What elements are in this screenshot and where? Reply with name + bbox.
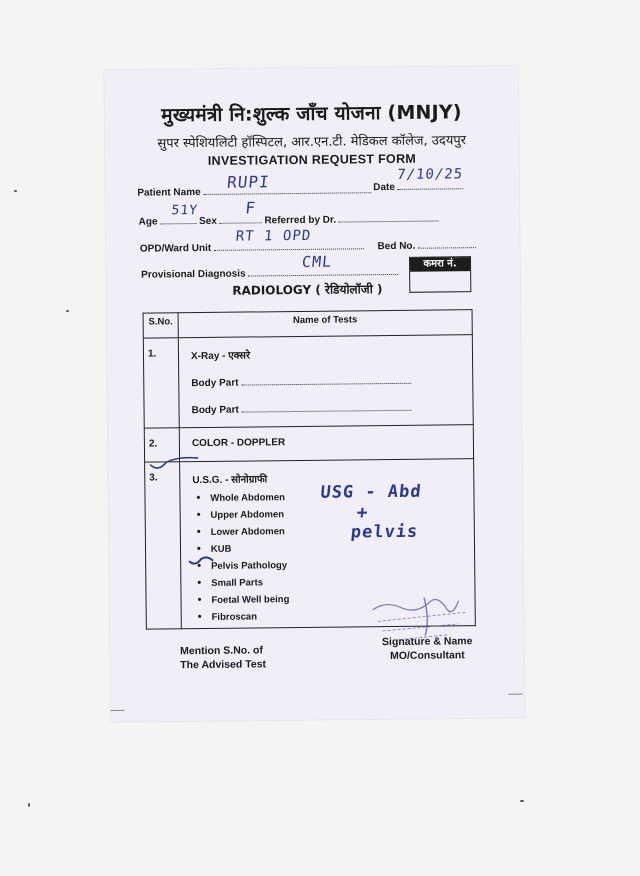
list-item: • Foetal Well being [197, 591, 474, 606]
xray-label: X-Ray - एक्सरे [190, 350, 251, 363]
body-part-label: Body Part [191, 377, 239, 390]
table-header-row [143, 310, 472, 338]
scan-speck [28, 803, 30, 807]
cut-mark [509, 694, 523, 695]
footer-right-line: Signature & Name [381, 635, 473, 649]
room-number-label: कमरा नं. [410, 257, 470, 272]
cut-mark [111, 710, 125, 711]
sno-header: S.No. [143, 313, 178, 338]
section-title: RADIOLOGY ( रेडियोलॉजी ) [232, 282, 383, 298]
sex-value: F [244, 198, 257, 218]
diagnosis-value: CML [301, 252, 333, 271]
list-item: • Pelvis Pathology [197, 557, 474, 572]
table-row [143, 335, 473, 428]
doppler-cell: COLOR - DOPPLER [179, 425, 473, 462]
referred-label: Referred by Dr. [264, 214, 337, 227]
row-sno: 2. [144, 428, 179, 462]
row-sno: 3. [145, 462, 182, 629]
signature-caption [382, 634, 473, 663]
patient-name-label: Patient Name [137, 186, 201, 199]
scan-speck [14, 190, 17, 192]
dotted-line [339, 212, 439, 223]
dotted-line [242, 401, 412, 413]
xray-cell [178, 335, 473, 428]
list-item: • Fibroscan [198, 608, 475, 623]
scan-speck [66, 310, 69, 312]
row-sno: 1. [143, 338, 179, 428]
tick-mark [148, 454, 208, 475]
dotted-line [241, 374, 411, 386]
date-value: 7/10/25 [396, 166, 464, 183]
list-item: • KUB [197, 540, 474, 555]
bed-label: Bed No. [377, 240, 416, 253]
list-item: • Lower Abdomen [197, 523, 474, 538]
handwritten-note: USG - Abd [319, 481, 423, 503]
list-item: • Whole Abdomen [196, 489, 473, 504]
scan-speck [520, 800, 524, 802]
patient-name-value: RUPI [226, 172, 271, 192]
list-item: • Small Parts [197, 574, 474, 589]
age-value: 51Y [170, 203, 199, 219]
hospital-name: सुपर स्पेशियलिटी हॉस्पिटल, आर.एन.टी. मेडिकल कॉलेज, उदयपुर [157, 133, 467, 152]
diagnosis-label: Provisional Diagnosis [141, 268, 246, 281]
dotted-line [418, 238, 476, 249]
diagnosis-field [141, 265, 398, 281]
usg-label: U.S.G. - सोनोग्राफी [192, 474, 268, 487]
handwritten-note: + [355, 502, 370, 524]
list-item: • Upper Abdomen [197, 506, 474, 521]
footer-left-line: Mention S.No. of [180, 644, 263, 658]
name-header: Name of Tests [178, 310, 472, 338]
footer-right-line: MO/Consultant [389, 649, 465, 663]
request-form [104, 66, 525, 722]
tick-mark [187, 553, 217, 569]
form-title: INVESTIGATION REQUEST FORM [207, 151, 417, 168]
age-label: Age [138, 216, 158, 228]
date-label: Date [373, 181, 395, 194]
handwritten-note: pelvis [349, 521, 420, 543]
opd-label: OPD/Ward Unit [139, 242, 212, 255]
body-part-line [191, 400, 472, 416]
sex-label: Sex [199, 215, 217, 228]
form-title-hindi: मुख्यमंत्री नि:शुल्क जाँच योजना (MNJY) [161, 101, 462, 127]
opd-value: RT 1 OPD [234, 227, 312, 245]
footer-left-line: The Advised Test [180, 658, 267, 672]
advised-test-note [180, 643, 266, 672]
body-part-label: Body Part [191, 404, 239, 417]
room-number-box [409, 256, 471, 293]
body-part-line [191, 373, 472, 389]
